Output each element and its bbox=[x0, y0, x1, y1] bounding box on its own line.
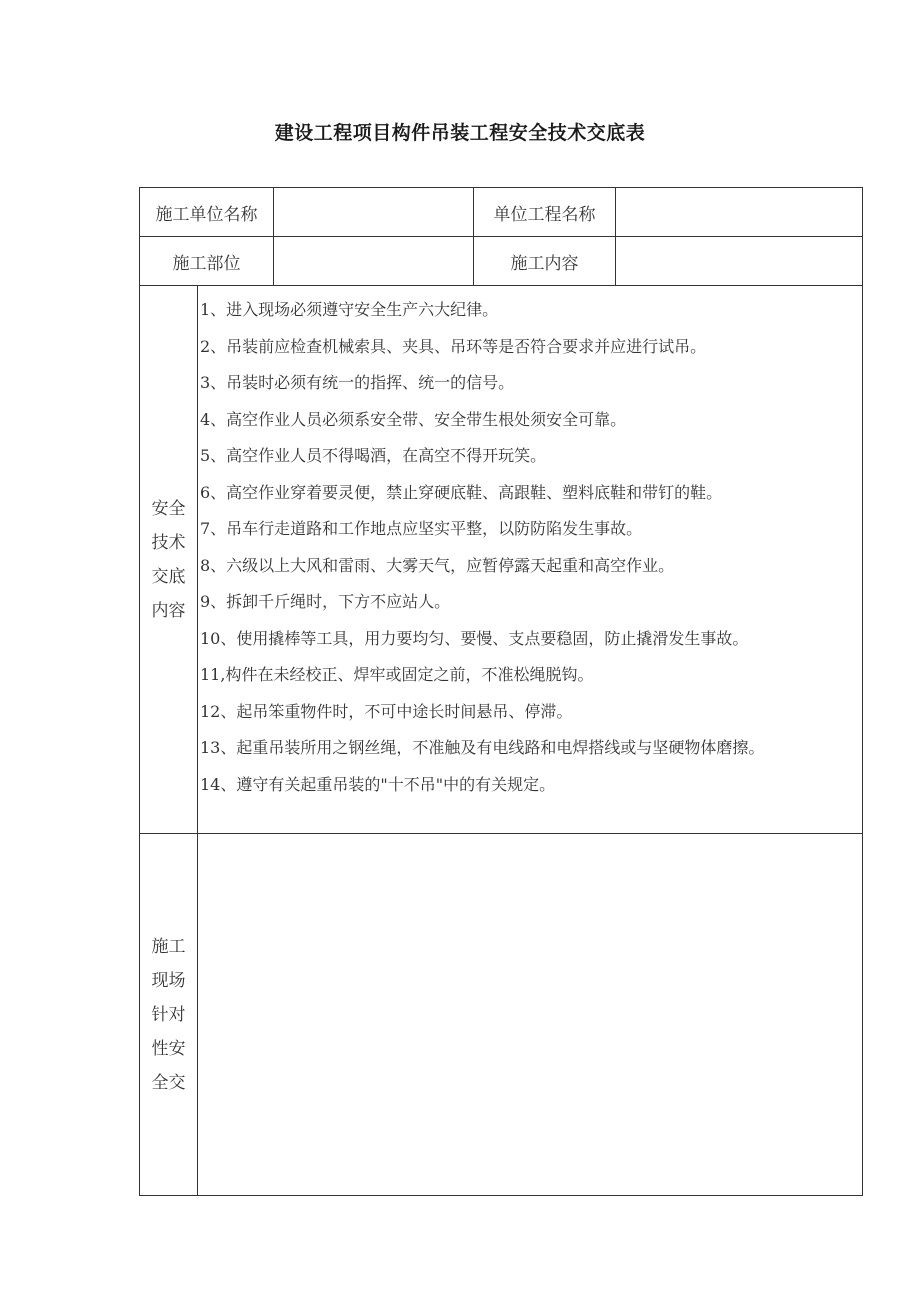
list-item: 5、高空作业人员不得喝酒，在高空不得开玩笑。 bbox=[200, 446, 547, 465]
list-item: 7、吊车行走道路和工作地点应坚实平整，以防防陷发生事故。 bbox=[200, 519, 643, 538]
construction-location-label: 施工部位 bbox=[140, 237, 274, 286]
document-title: 建设工程项目构件吊装工程安全技术交底表 bbox=[274, 122, 646, 144]
list-item: 12、起吊笨重物件时，不可中途长时间悬吊、停滞。 bbox=[200, 701, 573, 721]
list-item: 14、遵守有关起重吊装的"十不吊"中的有关规定。 bbox=[200, 774, 556, 794]
label-line: 内容 bbox=[151, 600, 186, 621]
list-item: 4、高空作业人员必须系安全带、安全带生根处须安全可靠。 bbox=[200, 409, 627, 429]
label-line: 现场 bbox=[151, 970, 186, 991]
construction-location-value[interactable] bbox=[274, 237, 474, 286]
safety-content-label bbox=[140, 286, 198, 834]
construction-unit-label: 施工单位名称 bbox=[140, 188, 274, 237]
list-item: 1、进入现场必须遵守安全生产六大纪律。 bbox=[200, 300, 499, 319]
table-row-location bbox=[140, 237, 863, 286]
table-row-safety-content bbox=[140, 286, 863, 834]
list-item: 9、拆卸千斤绳时，下方不应站人。 bbox=[200, 592, 451, 611]
list-item: 10、使用撬棒等工具，用力要均匀、要慢、支点要稳固，防止撬滑发生事故。 bbox=[200, 628, 749, 648]
construction-content-label: 施工内容 bbox=[474, 237, 616, 286]
label-line: 安全 bbox=[151, 498, 186, 519]
label-line: 技术 bbox=[151, 532, 186, 553]
list-item: 13、起重吊装所用之钢丝绳，不准触及有电线路和电焊搭线或与坚硬物体磨擦。 bbox=[200, 738, 765, 757]
safety-briefing-table bbox=[139, 187, 863, 1196]
list-item: 8、六级以上大风和雷雨、大雾天气，应暂停露天起重和高空作业。 bbox=[200, 555, 675, 575]
construction-unit-value[interactable] bbox=[274, 188, 474, 237]
list-item: 6、高空作业穿着要灵便，禁止穿硬底鞋、高跟鞋、塑料底鞋和带钉的鞋。 bbox=[200, 482, 723, 502]
label-line: 针对 bbox=[151, 1004, 186, 1025]
safety-items-list bbox=[198, 286, 863, 834]
label-line: 性安 bbox=[151, 1038, 186, 1059]
project-name-label: 单位工程名称 bbox=[474, 188, 616, 237]
table-row-site-briefing bbox=[140, 834, 863, 1196]
label-line: 施工 bbox=[151, 936, 186, 957]
list-item: 2、吊装前应检查机械索具、夹具、吊环等是否符合要求并应进行试吊。 bbox=[200, 336, 707, 356]
site-briefing-value[interactable] bbox=[198, 834, 863, 1196]
label-line: 全交 bbox=[151, 1072, 186, 1093]
table-row-unit bbox=[140, 188, 863, 237]
project-name-value[interactable] bbox=[616, 188, 863, 237]
site-briefing-label bbox=[140, 834, 198, 1196]
list-item: 11,构件在未经校正、焊牢或固定之前，不准松绳脱钩。 bbox=[200, 665, 594, 684]
label-line: 交底 bbox=[151, 566, 186, 587]
construction-content-value[interactable] bbox=[616, 237, 863, 286]
list-item: 3、吊装时必须有统一的指挥、统一的信号。 bbox=[200, 373, 515, 392]
